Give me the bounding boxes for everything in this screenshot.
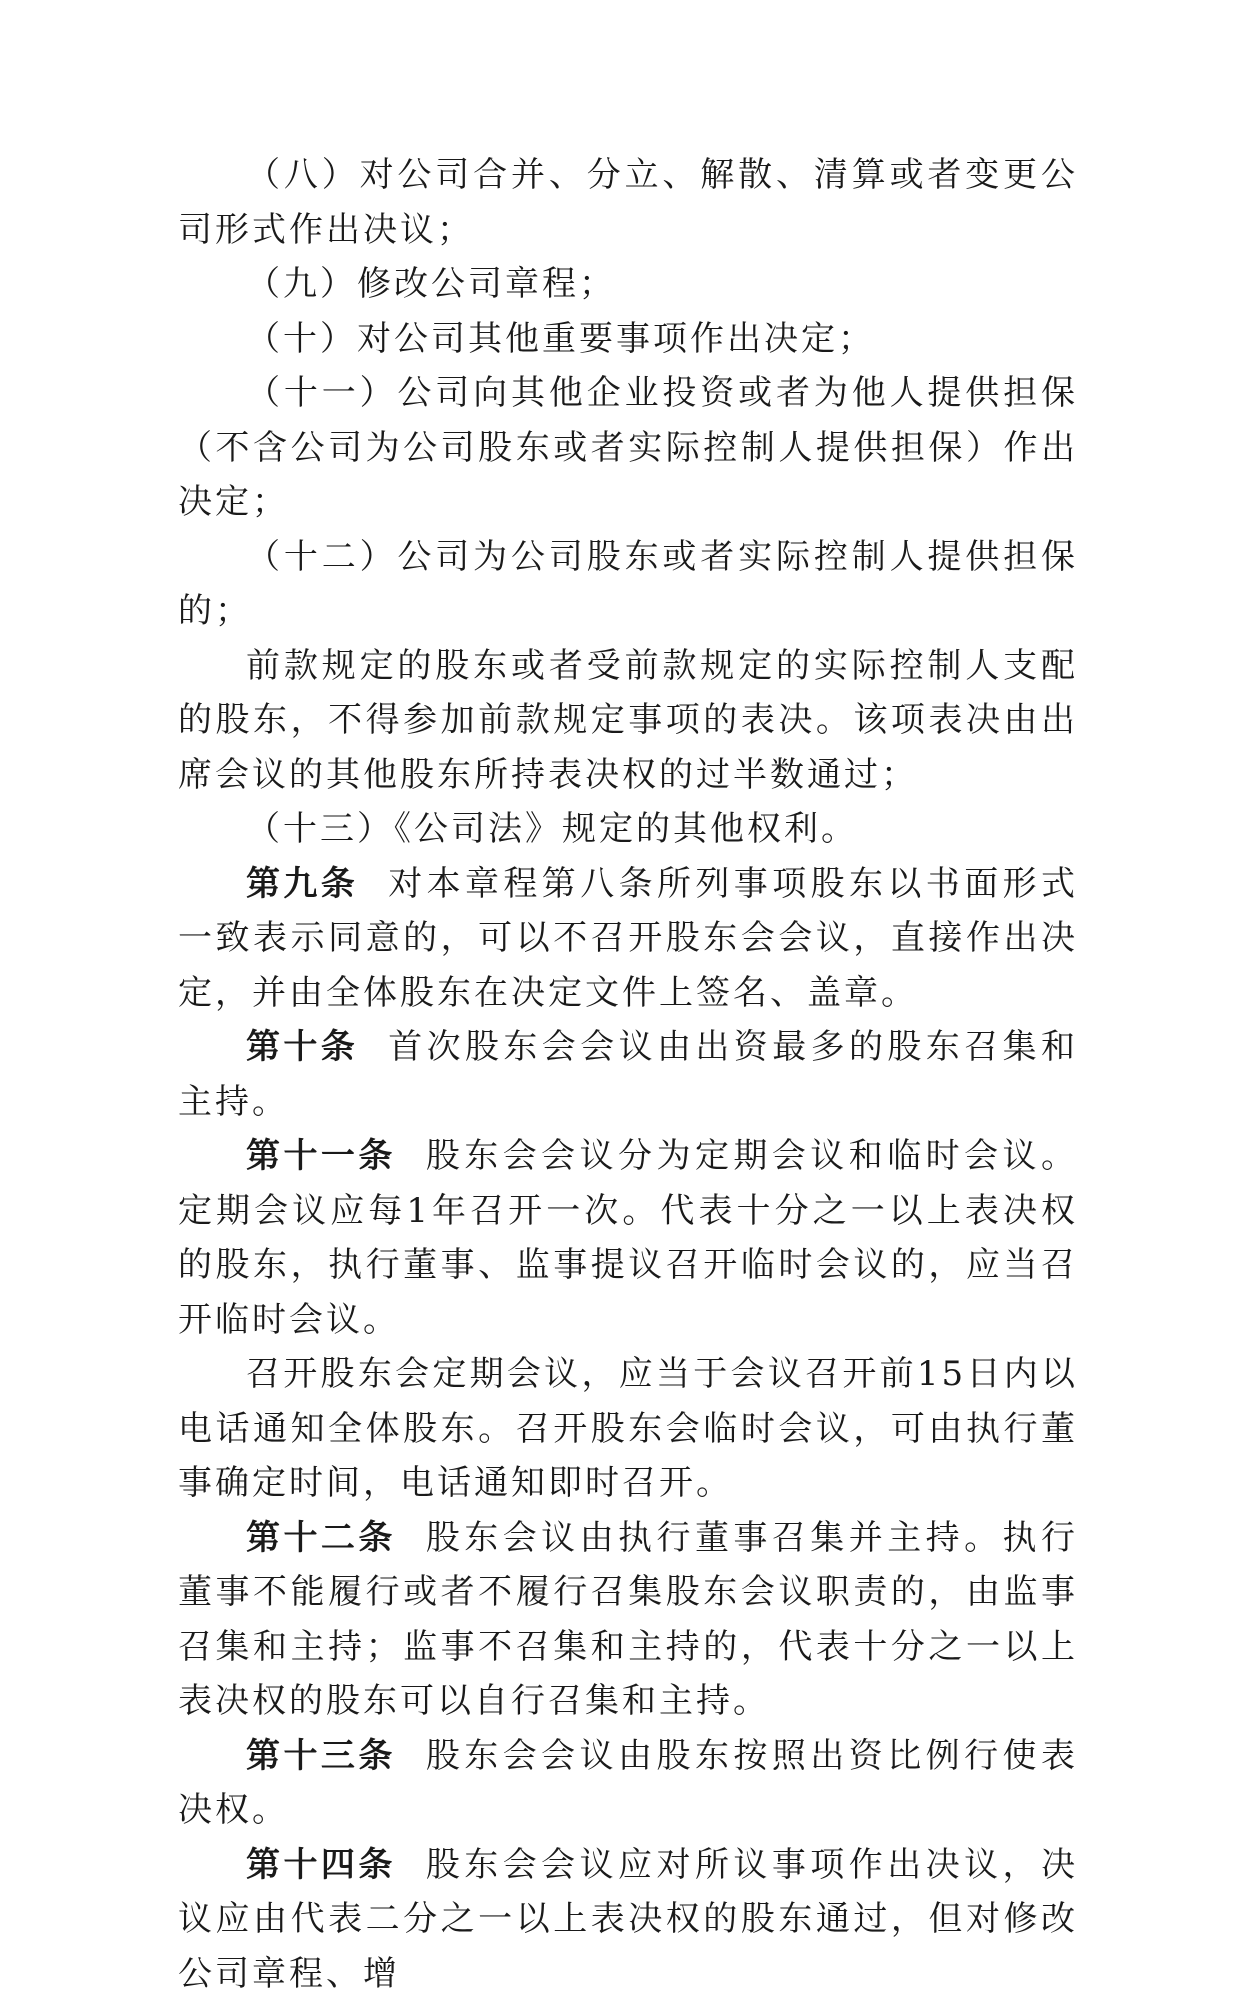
paragraph-item-8	[178, 148, 1078, 257]
article-heading: 第十条	[246, 1027, 358, 1067]
article-text: 股东会会议分为定期会议和临时会议。定期会议应每1年召开一次。代表十分之一以上表决权的股东，执行董事、监事提议召开临时会议的，应当召开临时会议。	[178, 1136, 1078, 1340]
paragraph-voting-restriction	[178, 639, 1078, 803]
article-heading: 第十二条	[246, 1518, 396, 1558]
article-14	[178, 1838, 1078, 2001]
paragraph-item-12	[178, 530, 1078, 639]
article-11	[178, 1129, 1078, 1347]
article-text: 股东会会议应对所议事项作出决议，决议应由代表二分之一以上表决权的股东通过，但对修改公司章程、增	[178, 1845, 1078, 1994]
paragraph-item-13	[178, 802, 1078, 857]
paragraph-text: （十一）公司向其他企业投资或者为他人提供担保（不含公司为公司股东或者实际控制人提供担保）作出决定；	[178, 373, 1078, 522]
article-heading: 第十三条	[246, 1736, 396, 1776]
article-11-notice	[178, 1347, 1078, 1511]
article-text: 股东会议由执行董事召集并主持。执行董事不能履行或者不履行召集股东会议职责的，由监事召集和主持；监事不召集和主持的，代表十分之一以上表决权的股东可以自行召集和主持。	[178, 1518, 1078, 1722]
article-12	[178, 1511, 1078, 1729]
paragraph-text: 召开股东会定期会议，应当于会议召开前15日内以电话通知全体股东。召开股东会临时会议，可由执行董事确定时间，电话通知即时召开。	[178, 1354, 1078, 1503]
paragraph-text: （九）修改公司章程；	[246, 264, 616, 304]
paragraph-item-9	[178, 257, 1078, 312]
paragraph-text: 前款规定的股东或者受前款规定的实际控制人支配的股东，不得参加前款规定事项的表决。该项表决由出席会议的其他股东所持表决权的过半数通过；	[178, 646, 1078, 795]
article-heading: 第九条	[246, 864, 358, 904]
article-13	[178, 1729, 1078, 1838]
article-heading: 第十一条	[246, 1136, 396, 1176]
document-body	[178, 148, 1078, 2001]
paragraph-text: （十二）公司为公司股东或者实际控制人提供担保的；	[178, 537, 1078, 632]
paragraph-text: （十）对公司其他重要事项作出决定；	[246, 319, 875, 359]
article-text: 对本章程第八条所列事项股东以书面形式一致表示同意的，可以不召开股东会会议，直接作出决定，并由全体股东在决定文件上签名、盖章。	[178, 864, 1078, 1013]
article-text: 首次股东会会议由出资最多的股东召集和主持。	[178, 1027, 1078, 1122]
article-10	[178, 1020, 1078, 1129]
paragraph-item-10	[178, 312, 1078, 367]
article-text: 股东会会议由股东按照出资比例行使表决权。	[178, 1736, 1078, 1831]
article-9	[178, 857, 1078, 1021]
paragraph-item-11	[178, 366, 1078, 530]
paragraph-text: （八）对公司合并、分立、解散、清算或者变更公司形式作出决议；	[178, 155, 1078, 250]
paragraph-text: （十三）《公司法》规定的其他权利。	[246, 809, 858, 849]
article-heading: 第十四条	[246, 1845, 396, 1885]
